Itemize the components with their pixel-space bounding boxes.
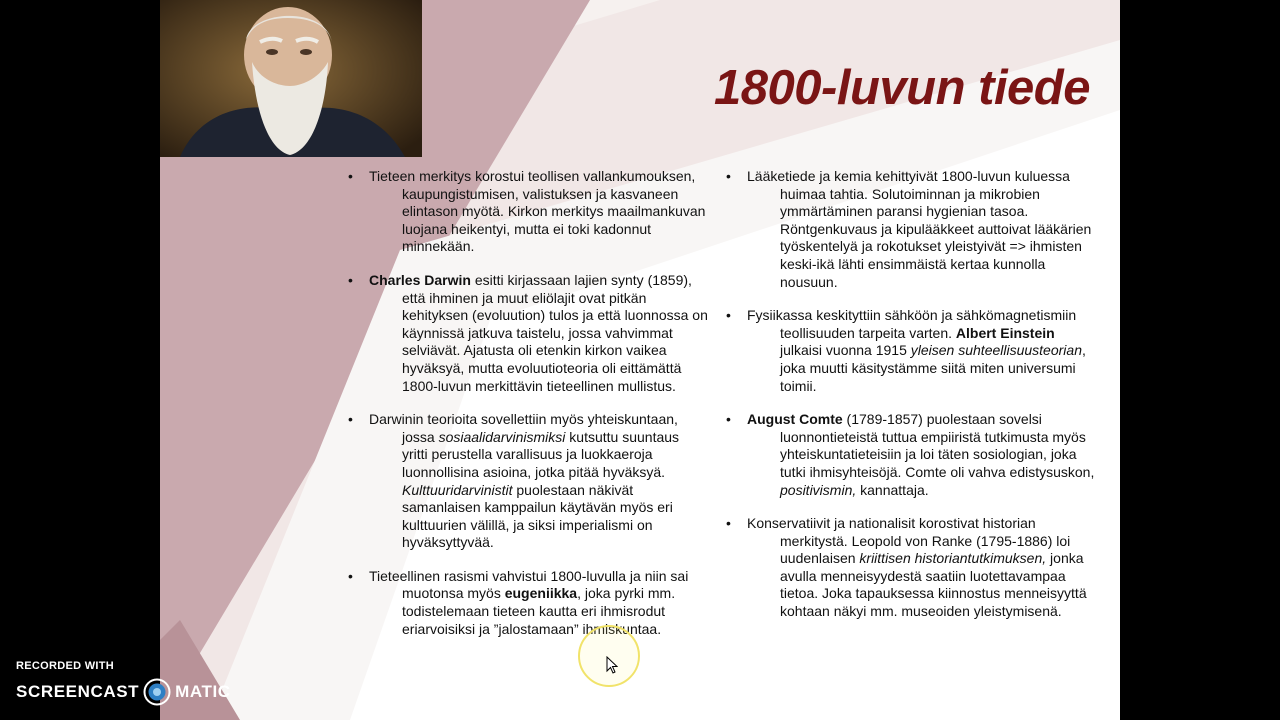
bullet-text — [747, 411, 1096, 499]
text-run: (1789-1857) puolestaan sovelsi luonnontieteistä tuttua empiiristä tutkimusta myös yhteiskuntatieteisiin ja loi täten sosiologian, joka tutki ihmisyhteisöjä. Comte oli vahva edistysuskon, — [780, 411, 1095, 480]
bullet-item — [726, 307, 1096, 395]
text-run: Fysiikassa keskityttiin sähköön ja sähkömagnetismiin teollisuuden tarpeita varten. — [747, 307, 1077, 341]
bullet-item — [726, 168, 1096, 291]
italic-term: sosiaalidarvinismiksi — [438, 428, 566, 445]
text-run: Tieteen merkitys korostui teollisen vallankumouksen, kaupungistumisen, valistuksen ja kasvaneen elintason myötä. Kirkon merkitys maailmankuvan luojana heikentyi, mutta ei toki kadonnut minnekään. — [369, 168, 706, 255]
bullet-text — [369, 411, 708, 552]
text-run: Darwinin teorioita sovellettiin myös yhteiskuntaan, jossa — [369, 411, 678, 445]
italic-term: positivismin, — [780, 481, 857, 498]
italic-term: Kulttuuridarvinistit — [402, 481, 513, 498]
slide-title: 1800-luvun tiede — [714, 61, 1090, 115]
bold-term: Charles Darwin — [369, 271, 471, 288]
right-column — [726, 168, 1096, 637]
watermark-screencast: SCREENCAST — [16, 682, 140, 701]
bullet-text — [747, 307, 1096, 395]
text-run: jonka avulla menneisyydestä saatiin luotettavampaa tietoa. Joka tapauksessa kiinnostus menneisyyttä kohtaan näkyi mm. museoiden yleistymisenä. — [780, 550, 1087, 620]
bullet-item — [348, 168, 708, 256]
bullet-text — [369, 568, 708, 638]
watermark-matic: MATIC — [175, 682, 231, 701]
darwin-portrait — [160, 0, 422, 157]
bullet-item — [348, 411, 708, 552]
text-run: Lääketiede ja kemia kehittyivät 1800-luvun kuluessa huimaa tahtia. Solutoiminnan ja mikrobien ymmärtäminen paransi hygienian tasoa. Röntgenkuvaus ja kipulääkkeet auttoivat lääkärien työskentelyä ja rokotukset yleistyivät => ihmisten keski-ikä lähti ensimmäistä kertaa kunnolla nousuun. — [747, 168, 1092, 290]
screencast-logo-icon — [143, 678, 171, 706]
text-run: kannattaja. — [856, 481, 929, 498]
text-run: julkaisi vuonna 1915 — [780, 342, 911, 359]
mouse-pointer-icon — [606, 656, 618, 674]
bullet-text — [747, 168, 1096, 291]
text-run: Konservatiivit ja nationalisit korostivat historian merkitystä. Leopold von Ranke (1795-1886) loi uudenlaisen — [747, 515, 1071, 567]
italic-term: yleisen suhteellisuusteorian — [910, 342, 1082, 359]
text-run: puolestaan näkivät samanlaisen kamppailun käytävän myös eri kulttuurien välillä, ja siksi imperialismi on hyväksyttyvää. — [402, 481, 673, 551]
left-column — [348, 168, 708, 654]
text-run: Tieteellinen rasismi vahvistui 1800-luvulla ja niin sai muotonsa myös — [369, 567, 689, 602]
bullet-item — [726, 411, 1096, 499]
bullet-text — [369, 272, 708, 395]
text-run: esitti kirjassaan lajien synty (1859), että ihminen ja muut eliölajit ovat pitkän kehityksen (evoluution) tulos ja että luonnossa on käynnissä jatkuva taistelu, jossa vahvimmat selviävät. Ajatusta oli etenkin kirkon vaikea hyväksyä, mutta evoluutioteoria oli eittämättä 1800-luvun merkittävin tieteellinen mullistus. — [402, 271, 708, 394]
slide — [160, 0, 1120, 720]
bullet-text — [369, 168, 708, 256]
text-run: , joka pyrki mm. todistelemaan tieteen kautta eri ihmisrodut eriarvoisiksi ja ”jalostamaan” ihmiskuntaa. — [402, 585, 676, 637]
watermark-recorded-with: RECORDED WITH — [16, 660, 115, 672]
bullet-item — [726, 515, 1096, 621]
bold-term: Albert Einstein — [955, 324, 1055, 341]
text-run: , joka muutti käsitystämme siitä miten universumi toimii. — [780, 342, 1086, 394]
bold-term: eugeniikka — [504, 585, 578, 602]
bullet-text — [747, 515, 1096, 621]
bold-term: August Comte — [747, 411, 843, 428]
screencast-watermark — [16, 660, 231, 706]
bullet-item — [348, 272, 708, 395]
bullet-item — [348, 568, 708, 638]
text-run: kutsuttu suuntaus yritti perustella varallisuus ja luokkaeroja luonnollisina asioina, jotka pitää hyväksyä. — [402, 428, 680, 480]
italic-term: kriittisen historiantutkimuksen, — [859, 550, 1047, 567]
